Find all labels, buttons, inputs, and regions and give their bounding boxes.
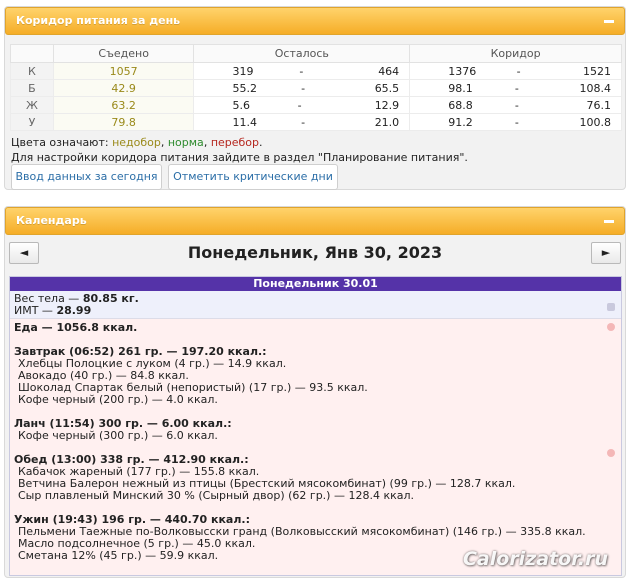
calendar-panel: [4, 206, 626, 578]
scale-icon[interactable]: [607, 303, 615, 311]
row-label: Ж: [11, 97, 54, 114]
legend-over: перебор: [210, 136, 260, 149]
remaining-header: Осталось: [194, 45, 410, 63]
remaining-max: 464: [378, 64, 400, 78]
row-label: Б: [11, 80, 54, 97]
apple-icon[interactable]: [607, 449, 615, 457]
table-row: [11, 63, 622, 80]
current-date-title: Понедельник, Янв 30, 2023: [187, 243, 443, 262]
calendar-panel-header: [5, 207, 625, 235]
corridor-max: 108.4: [579, 81, 611, 95]
remaining-range: 11.4 - 21.0: [194, 114, 410, 131]
legend-norm: норма: [167, 136, 204, 149]
meal-item[interactable]: Кабачок жареный (177 гр.) — 155.8 ккал.: [18, 465, 260, 478]
day-entry: [9, 276, 622, 576]
eaten-value: 42.9: [53, 80, 194, 97]
corridor-min: 1376: [448, 64, 477, 78]
meal-item[interactable]: Масло подсолнечное (5 гр.) — 45.0 ккал.: [18, 537, 256, 550]
remaining-range: 319 - 464: [194, 63, 410, 80]
remaining-max: 12.9: [374, 98, 400, 112]
meal-title[interactable]: Ужин (19:43) 196 гр. — 440.70 ккал.:: [14, 513, 250, 526]
meal-item[interactable]: Пельмени Таежные по-Волковысски гранд (Волковысский мясокомбинат) (146 гр.) — 335.8 ккал.: [18, 525, 586, 538]
corridor-table-header: [11, 45, 622, 63]
prev-day-button[interactable]: ◄: [9, 242, 39, 264]
corridor-min: 91.2: [448, 115, 473, 129]
remaining-max: 65.5: [374, 81, 400, 95]
corridor-table: [10, 44, 622, 131]
corridor-min: 98.1: [448, 81, 473, 95]
corridor-panel-header: [5, 7, 625, 35]
remaining-min: 55.2: [232, 81, 257, 95]
corridor-max: 76.1: [586, 98, 611, 112]
calendar-navbar: [5, 236, 625, 270]
corridor-panel-title: Коридор питания за день: [16, 14, 181, 27]
mark-critical-days-button[interactable]: Отметить критические дни: [168, 164, 338, 190]
meal-item[interactable]: Сметана 12% (45 гр.) — 59.9 ккал.: [18, 549, 219, 562]
row-label-header: [11, 45, 54, 63]
eaten-value: 1057: [53, 63, 194, 80]
eaten-header: Съедено: [53, 45, 194, 63]
meal-item[interactable]: Авокадо (40 гр.) — 84.8 ккал.: [18, 369, 189, 382]
remaining-min: 319: [232, 64, 254, 78]
food-log: [10, 319, 621, 575]
bmi-line: ИМТ — 28.99: [14, 304, 92, 317]
table-row: [11, 114, 622, 131]
table-row: [11, 97, 622, 114]
weight-value: 80.85 кг.: [82, 292, 139, 305]
bmi-value: 28.99: [56, 304, 92, 317]
meal-title[interactable]: Ланч (11:54) 300 гр. — 6.00 ккал.:: [14, 417, 232, 430]
meal-item[interactable]: Кофе черный (200 гр.) — 4.0 ккал.: [18, 393, 218, 406]
next-day-button[interactable]: ►: [591, 242, 621, 264]
corridor-max: 1521: [582, 64, 611, 78]
apple-icon[interactable]: [607, 323, 615, 331]
body-metrics: [10, 291, 621, 319]
meal-title[interactable]: Обед (13:00) 338 гр. — 412.90 ккал.:: [14, 453, 249, 466]
corridor-range: 98.1 - 108.4: [410, 80, 622, 97]
collapse-icon[interactable]: [604, 220, 614, 223]
meal-block: [14, 346, 617, 406]
eaten-value: 63.2: [53, 97, 194, 114]
meal-title[interactable]: Завтрак (06:52) 261 гр. — 197.20 ккал.:: [14, 345, 267, 358]
meal-item[interactable]: Шоколад Спартак белый (непористый) (17 гр.) — 93.5 ккал.: [18, 381, 368, 394]
meal-item[interactable]: Сыр плавленый Минский 30 % (Сырный двор) (62 гр.) — 128.4 ккал.: [18, 489, 414, 502]
calendar-panel-title: Календарь: [16, 214, 87, 227]
corridor-range: 68.8 - 76.1: [410, 97, 622, 114]
meal-item[interactable]: Ветчина Балерон нежный из птицы (Брестский мясокомбинат) (99 гр.) — 128.7 ккал.: [18, 477, 516, 490]
meal-list: [14, 346, 617, 562]
corridor-min: 68.8: [448, 98, 473, 112]
enter-today-data-button[interactable]: Ввод данных за сегодня: [11, 164, 162, 190]
meal-item[interactable]: Хлебцы Полоцкие с луком (4 гр.) — 14.9 ккал.: [18, 357, 287, 370]
weight-line: Вес тела — 80.85 кг.: [14, 292, 139, 305]
food-total: Еда — 1056.8 ккал.: [14, 321, 138, 334]
row-label: К: [11, 63, 54, 80]
meal-block: [14, 418, 617, 442]
corridor-max: 100.8: [579, 115, 611, 129]
remaining-min: 11.4: [232, 115, 257, 129]
corridor-panel: [4, 6, 626, 190]
meal-item[interactable]: Кофе черный (300 гр.) — 6.0 ккал.: [18, 429, 218, 442]
eaten-value: 79.8: [53, 114, 194, 131]
meal-block: [14, 454, 617, 502]
color-legend: Цвета означают: недобор, норма, перебор.: [11, 136, 263, 149]
watermark-logo: Calorizator.ru: [462, 548, 608, 570]
remaining-range: 5.6 - 12.9: [194, 97, 410, 114]
planning-hint: Для настройки коридора питания зайдите в раздел "Планирование питания".: [11, 151, 468, 164]
remaining-range: 55.2 - 65.5: [194, 80, 410, 97]
collapse-icon[interactable]: [604, 20, 614, 23]
corridor-header: Коридор: [410, 45, 622, 63]
remaining-min: 5.6: [232, 98, 250, 112]
row-label: У: [11, 114, 54, 131]
table-row: [11, 80, 622, 97]
corridor-range: 1376 - 1521: [410, 63, 622, 80]
remaining-max: 21.0: [374, 115, 400, 129]
corridor-range: 91.2 - 100.8: [410, 114, 622, 131]
legend-under: недобор: [112, 136, 161, 149]
day-header[interactable]: Понедельник 30.01: [10, 277, 621, 291]
